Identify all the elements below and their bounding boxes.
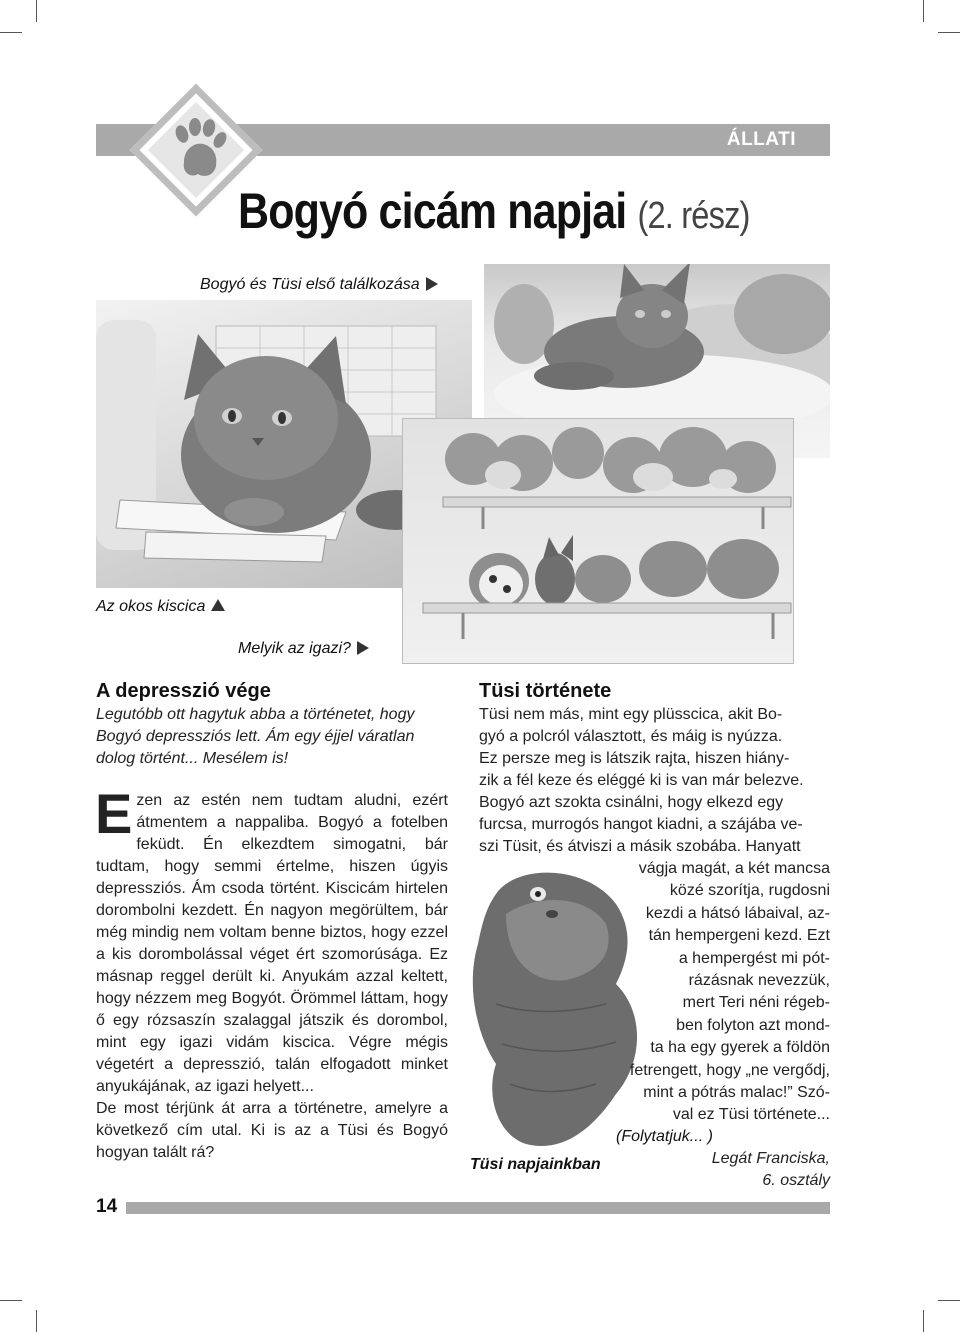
arrow-right-icon [426,277,438,291]
right-article-line: Ez persze meg is látszik rajta, hiszen hiány- [479,750,790,767]
arrow-right-icon [357,641,369,655]
right-article-wrap-line: val ez Tüsi története... [672,1106,830,1124]
right-article-line: Tüsi nem más, mint egy plüsscica, akit Bo- [479,706,783,723]
right-article-wrap-line: a hempergést mi pót- [678,949,830,967]
right-article-wrap-line: vágja magát, a két mancsa [638,860,830,877]
caption-left [96,598,225,616]
crop-mark [0,32,22,33]
dropcap: E [95,782,133,845]
right-article-line: szi Tüsit, és átviszi a másik szobába. Hanyatt [479,838,801,855]
photo-shelves-with-plush-toys [402,418,794,664]
author-name: Legát Franciska, [711,1150,830,1167]
section-label: ÁLLATI [726,129,796,150]
caption-middle [238,640,369,658]
right-article-wrap-line: ta ha egy gyerek a földön [650,1039,830,1057]
right-article-wrap-line: fetrengett, hogy „ne vergődj, [629,1061,830,1079]
right-article-line: Bogyó azt szokta csinálni, hogy elkezd egy [479,794,784,811]
author-class: 6. osztály [762,1172,830,1189]
right-article-wrap-line: mert Teri néni régeb- [682,994,830,1012]
crop-mark [0,1300,22,1301]
page-title [238,182,750,240]
continued-note: (Folytatjuk... ) [616,1128,713,1145]
paw-icon [160,110,240,190]
left-article-body [95,782,448,1164]
crop-mark [36,0,37,22]
right-article-line: gyó a polcról választott, és máig is nyúzza. [479,728,783,745]
crop-mark [923,0,924,22]
right-article-wrap-line: rázásnak nevezzük, [688,972,830,989]
right-article-heading: Tüsi története [479,680,612,702]
left-article-paragraph-2: De most térjünk át arra a történetre, amelyre a következő cím utal. Ki is az a Tüsi és Bogyó hogyan talált rá? [96,1100,448,1161]
left-article-paragraph-1: zen az estén nem tudtam aludni, ezért átmentem a nappaliba. Bogyó a fotelben feküdt. Én elkezdtem simogatni, bár tudtam, hogy semmi értelme, hiszen úgyis depressziós. Ám csoda történt. Kiscicám hirtelen dorombolni kezdett. Én nagyon megörültem, bár még mindig nem voltam benne biztos, hogy ezzel a kis dorombolással véget ért szomorúsága. Ez másnap reggel derült ki. Anyukám azzal keltett, hogy nézzem meg Bogyót. Örömmel láttam, hogy ő egy rózsaszín szalaggal játszik és dorombol, mint egy igazi vidám kiscica. Végre mégis végetért a depresszió, talán elfogadott minket anyukájának, az igazi helyett... [96,792,448,1095]
caption-top-text: Bogyó és Tüsi első találkozása [200,276,420,293]
page-number: 14 [96,1196,118,1217]
right-article-wrap-line: ben folyton azt mond- [676,1016,830,1034]
caption-left-text: Az okos kiscica [96,598,206,615]
caption-top [200,276,438,294]
right-article-wrap-line: mint a pótrás malac!” Szó- [643,1084,830,1101]
photo-tusi-plush [466,864,646,1154]
right-article-wrap-line: közé szorítja, rugdosni [669,882,830,900]
right-article-body [479,704,831,858]
right-article-wrap-line: kezdi a hátsó lábaival, az- [645,904,830,922]
footer-bar [126,1202,830,1214]
caption-middle-text: Melyik az igazi? [238,640,351,657]
crop-mark [938,32,960,33]
arrow-up-icon [211,599,225,611]
right-article-line: zik a fél keze és eléggé ki is van már belezve. [479,772,804,789]
right-article-wrap-line: tán hempergeni kezd. Ezt [648,927,830,945]
left-article-heading: A depresszió vége [96,680,271,702]
crop-mark [923,1310,924,1332]
title-part: (2. rész) [637,195,750,237]
title-main: Bogyó cicám napjai [238,183,627,239]
right-article-line: furcsa, murrogós hangot kiadni, a szájába ve- [479,816,803,833]
crop-mark [938,1300,960,1301]
crop-mark [36,1310,37,1332]
left-article-lead: Legutóbb ott hagytuk abba a történetet, hogy Bogyó depressziós lett. Ám egy éjjel váratlan dolog történt... Mesélem is! [96,706,415,767]
caption-bottom: Tüsi napjainkban [470,1156,601,1173]
